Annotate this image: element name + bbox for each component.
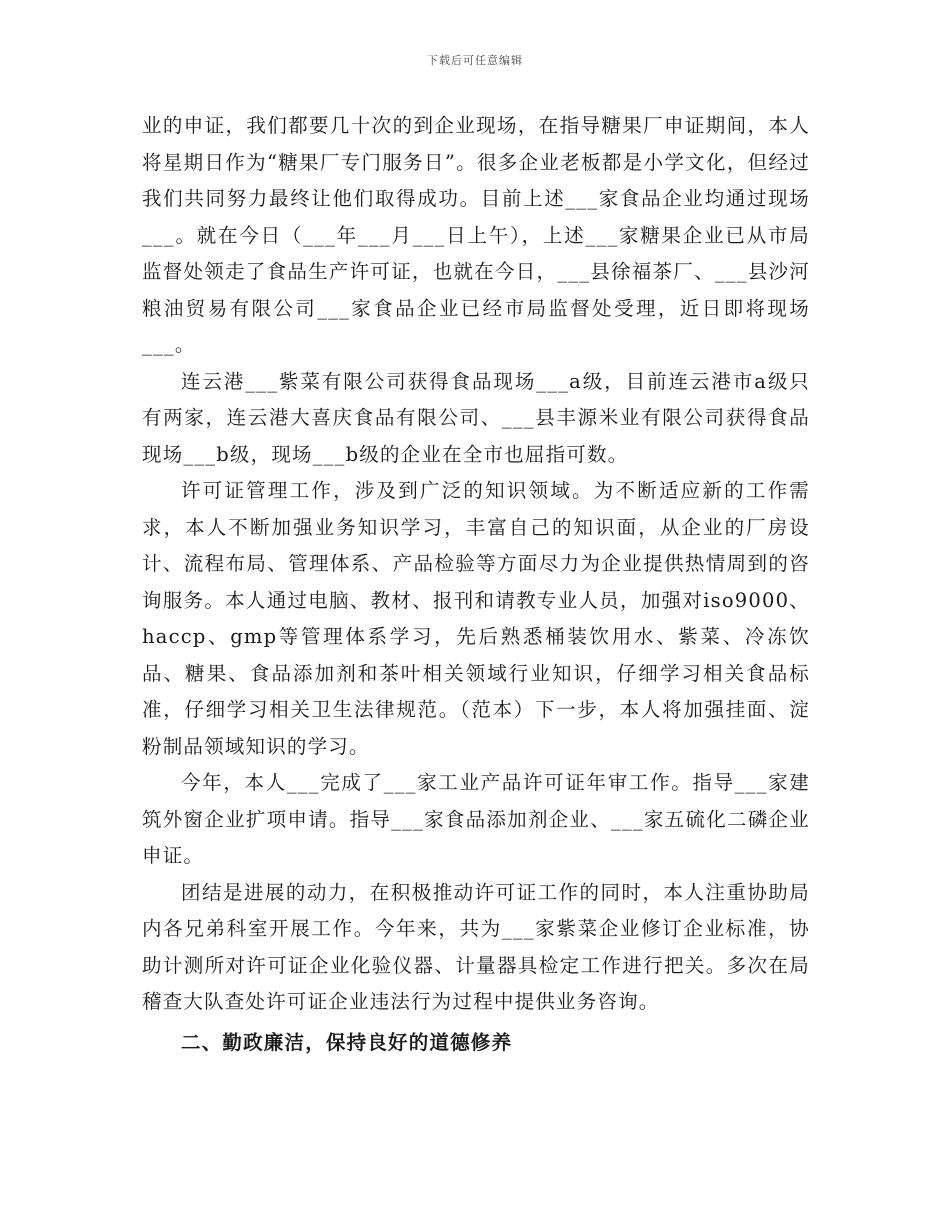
document-body — [142, 108, 810, 1061]
page-header: 下载后可任意编辑 — [427, 54, 523, 67]
paragraph-3: 许可证管理工作，涉及到广泛的知识领域。为不断适应新的工作需求，本人不断加强业务知识学习，丰富自己的知识面，从企业的厂房设计、流程布局、管理体系、产品检验等方面尽力为企业提供热情周到的咨询服务。本人通过电脑、教材、报刊和请教专业人员，加强对iso9000、haccp、gmp等管理体系学习，先后熟悉桶装饮用水、紫菜、冷冻饮品、糖果、食品添加剂和茶叶相关领域行业知识，仔细学习相关食品标准，仔细学习相关卫生法律规范。（范本）下一步，本人将加强挂面、淀粉制品领域知识的学习。 — [142, 479, 810, 758]
section-heading: 二、勤政廉洁，保持良好的道德修养 — [181, 1030, 513, 1054]
paragraph-2: 连云港___紫菜有限公司获得食品现场___a级，目前连云港市a级只有两家，连云港大喜庆食品有限公司、___县丰源米业有限公司获得食品现场___b级，现场___b级的企业在全市也屈指可数。 — [142, 369, 810, 466]
paragraph-4: 今年，本人___完成了___家工业产品许可证年审工作。指导___家建筑外窗企业扩项申请。指导___家食品添加剂企业、___家五硫化二磷企业申证。 — [142, 771, 810, 867]
paragraph-5: 团结是进展的动力，在积极推动许可证工作的同时，本人注重协助局内各兄弟科室开展工作。今年来，共为___家紫菜企业修订企业标准，协助计测所对许可证企业化验仪器、计量器具检定工作进行把关。多次在局稽查大队查处许可证企业违法行为过程中提供业务咨询。 — [142, 880, 810, 1013]
paragraph-1: 业的申证，我们都要几十次的到企业现场，在指导糖果厂申证期间，本人将星期日作为“糖果厂专门服务日”。很多企业老板都是小学文化，但经过我们共同努力最终让他们取得成功。目前上述___家食品企业均通过现场___。就在今日（___年___月___日上午），上述___家糖果企业已从市局监督处领走了食品生产许可证，也就在今日，___县徐福茶厂、___县沙河粮油贸易有限公司___家食品企业已经市局监督处受理，近日即将现场___。 — [142, 114, 810, 356]
